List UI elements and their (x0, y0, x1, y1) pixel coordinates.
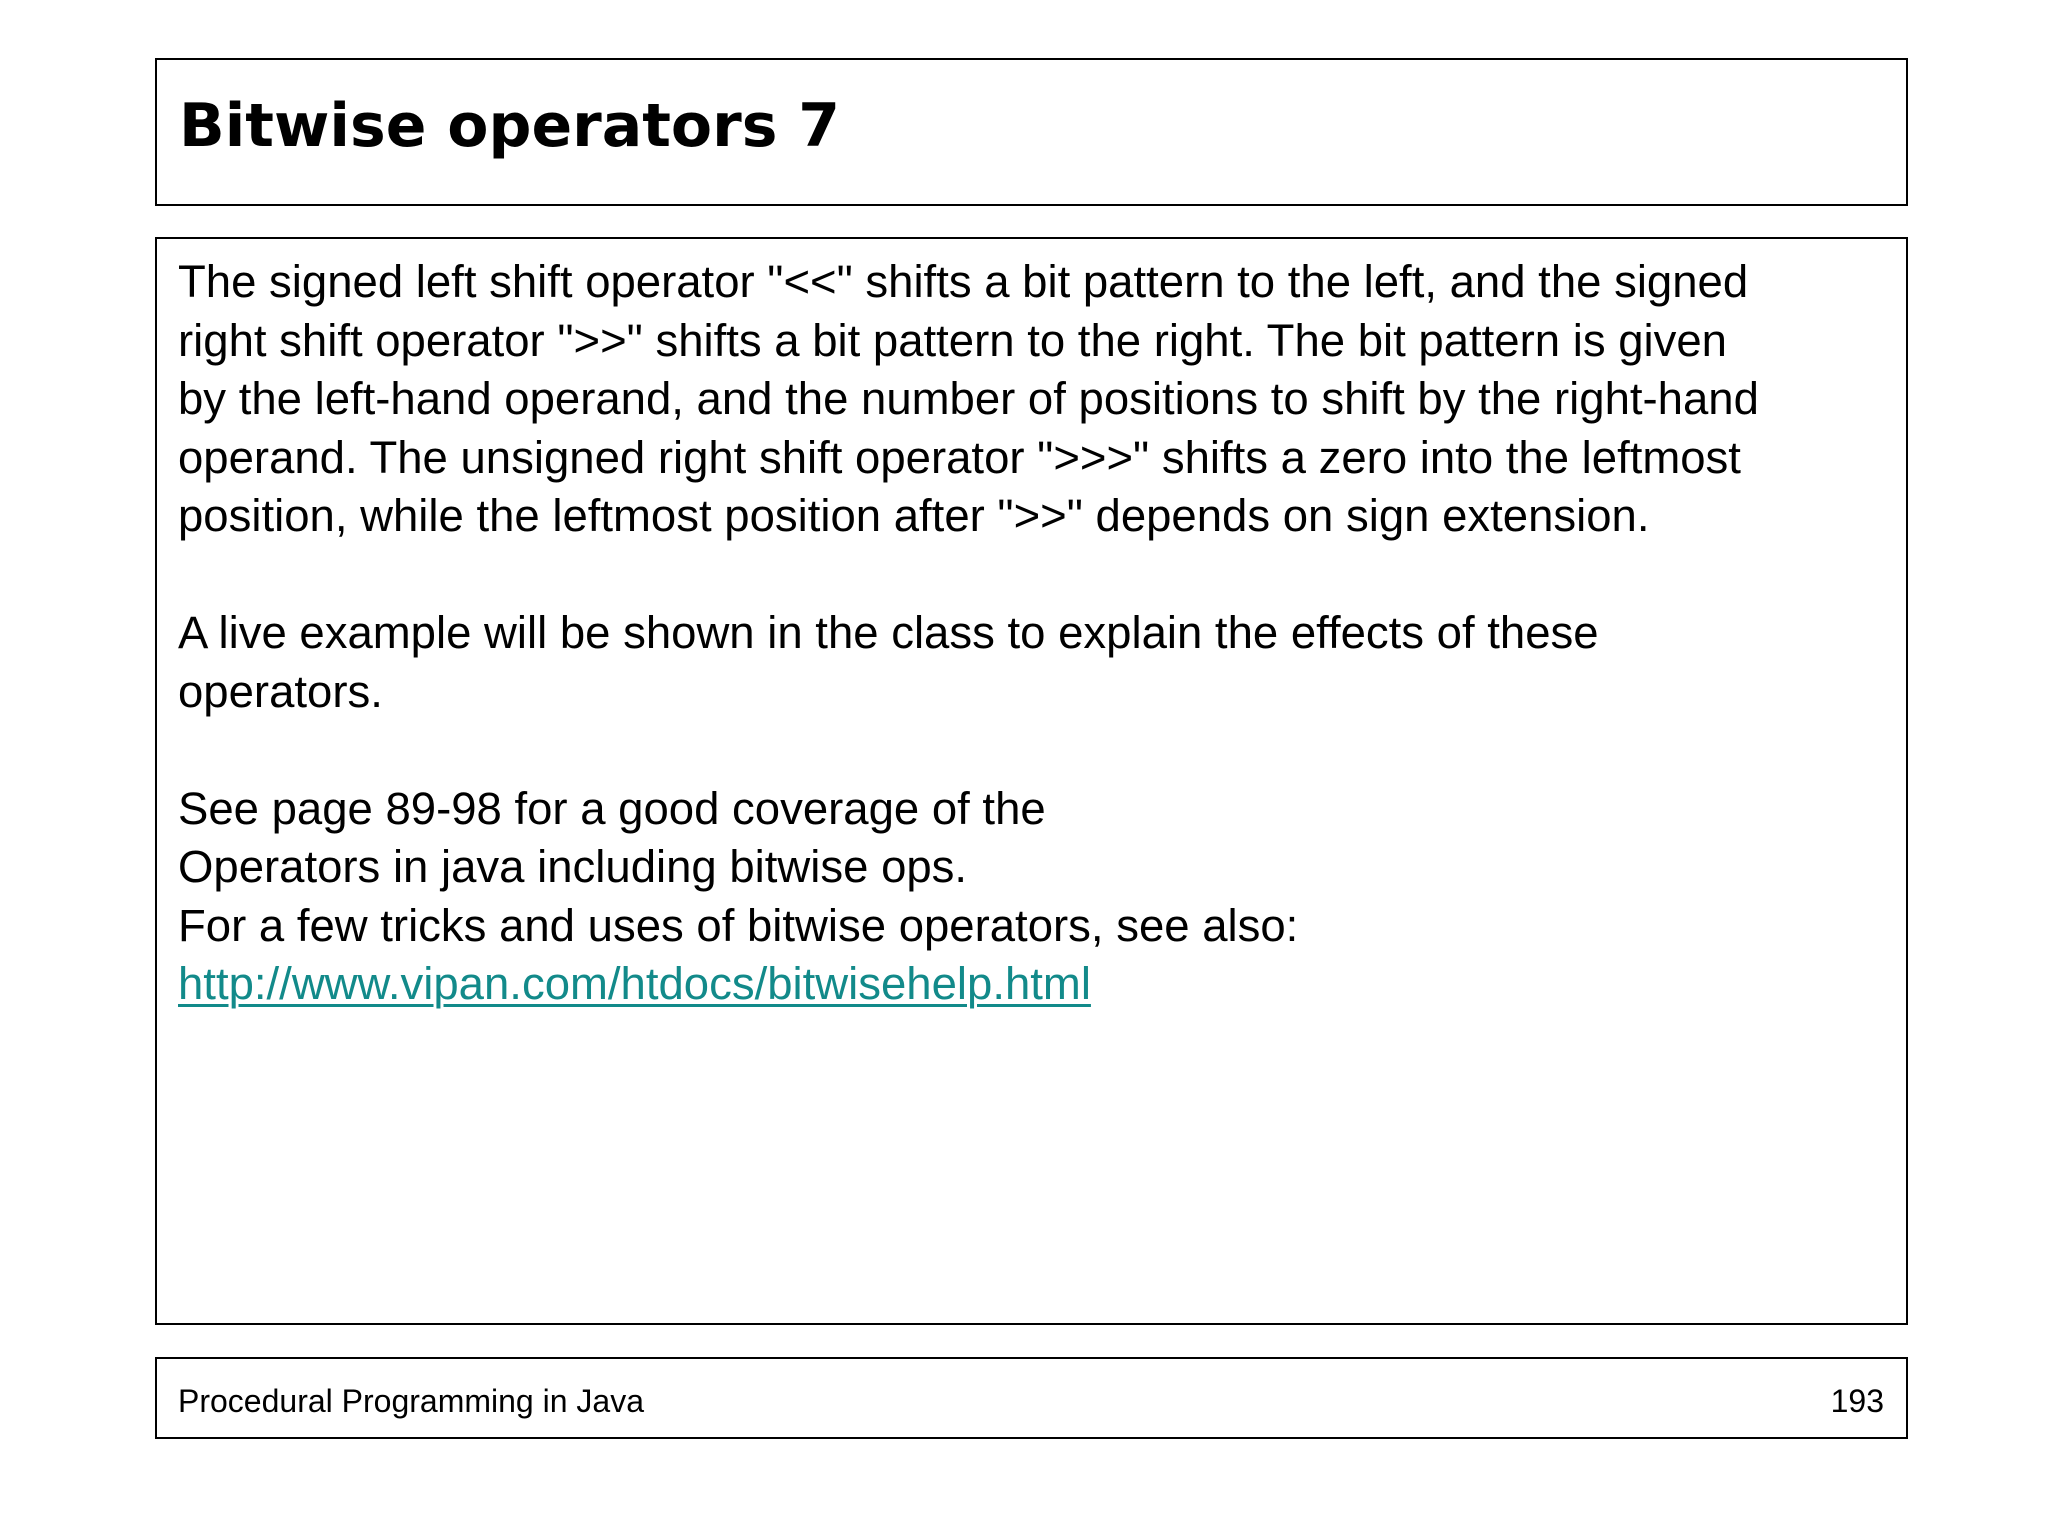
slide-body-content (178, 253, 1888, 1014)
body-line: Operators in java including bitwise ops. (178, 841, 968, 892)
body-line: by the left-hand operand, and the number of positions to shift by the right-hand (178, 373, 1759, 424)
body-line: A live example will be shown in the class to explain the effects of these (178, 607, 1599, 658)
paragraph-spacer (178, 721, 1888, 780)
bitwise-help-link[interactable]: http://www.vipan.com/htdocs/bitwisehelp.html (178, 958, 1091, 1009)
footer-page-number: 193 (1830, 1383, 1884, 1419)
body-line: See page 89-98 for a good coverage of the (178, 782, 1046, 834)
body-line: operators. (178, 665, 383, 717)
body-paragraph-live-example (178, 604, 1888, 721)
body-line: For a few tricks and uses of bitwise operators, see also: (178, 899, 1299, 951)
footer-course-title: Procedural Programming in Java (178, 1383, 644, 1419)
body-line: right shift operator ">>" shifts a bit pattern to the right. The bit pattern is given (178, 314, 1727, 366)
body-paragraph-references (178, 780, 1888, 1014)
body-line: The signed left shift operator "<<" shifts a bit pattern to the left, and the signed (178, 256, 1749, 307)
body-paragraph-shift-operators (178, 253, 1888, 546)
body-line: operand. The unsigned right shift operator ">>>" shifts a zero into the leftmost (178, 431, 1741, 483)
slide-footer (155, 1357, 1908, 1439)
body-line: position, while the leftmost position after ">>" depends on sign extension. (178, 490, 1650, 541)
slide-body-box (155, 237, 1908, 1325)
slide-title: Bitwise operators 7 (179, 91, 841, 161)
paragraph-spacer (178, 546, 1888, 605)
slide-title-box (155, 58, 1908, 206)
